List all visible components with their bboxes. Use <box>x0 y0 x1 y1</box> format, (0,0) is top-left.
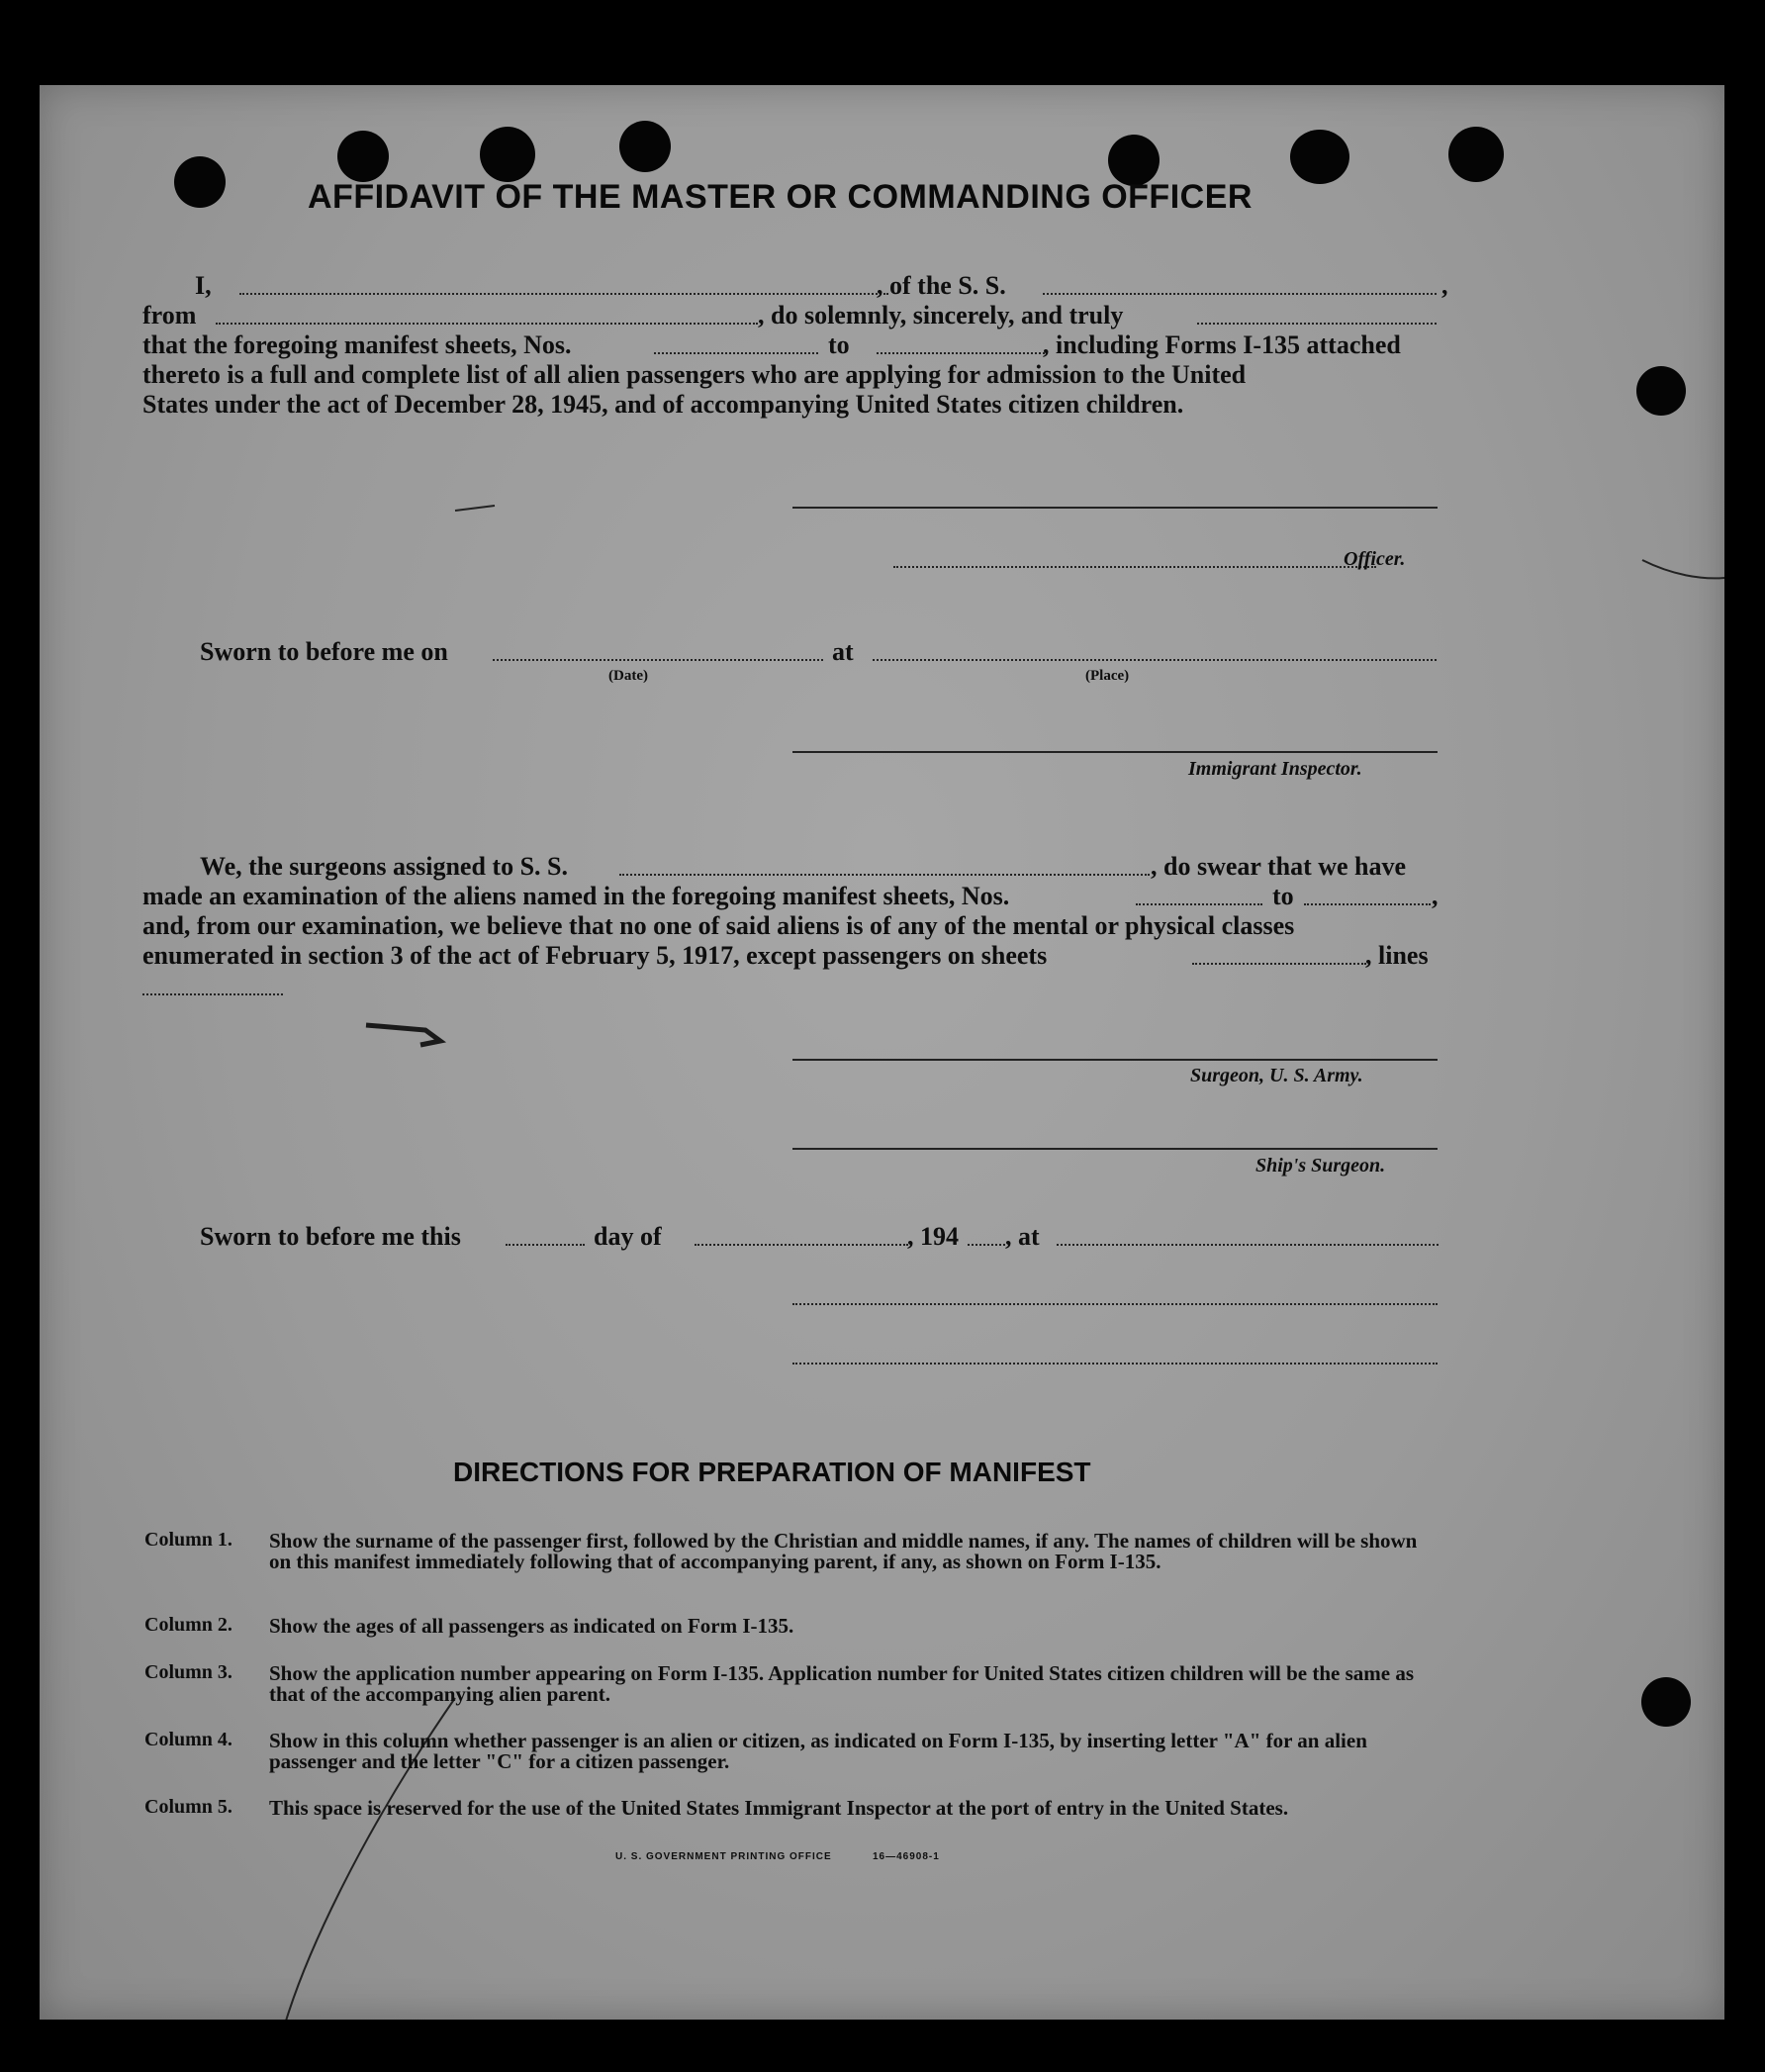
column-5-text: This space is reserved for the use of the United States Immigrant Inspector at the port of entry in the United States. <box>269 1796 1289 1820</box>
place-caption: (Place) <box>1085 668 1130 684</box>
date-caption: (Date) <box>608 668 648 684</box>
affidavit-line5: States under the act of December 28, 1945, and of accompanying United States citizen children. <box>142 390 1184 419</box>
sworn2-place-field[interactable] <box>1057 1244 1439 1246</box>
master-signature-line[interactable] <box>792 507 1438 509</box>
sworn-date-field[interactable] <box>493 659 823 661</box>
affidavit-of-ss: , of the S. S. <box>877 271 1006 300</box>
sheets-to-field[interactable] <box>877 352 1045 354</box>
sworn-month-field[interactable] <box>695 1244 908 1246</box>
column-2-text: Show the ages of all passengers as indicated on Form I-135. <box>269 1614 794 1638</box>
army-surgeon-signature-line[interactable] <box>792 1059 1438 1061</box>
sworn-this-text: Sworn to before me this <box>200 1222 461 1251</box>
from-port-field[interactable] <box>216 323 758 325</box>
affidavit-solemnly: , do solemnly, sincerely, and truly <box>758 301 1124 330</box>
sworn-year-field[interactable] <box>968 1244 1005 1246</box>
affidavit-from: from <box>142 301 197 330</box>
surgeons-sheets-from[interactable] <box>1136 903 1262 905</box>
except-sheets-field[interactable] <box>1192 963 1366 965</box>
affidavit-forms: , including Forms I-135 attached <box>1043 330 1401 359</box>
sworn-day-field[interactable] <box>506 1244 585 1246</box>
ship-surgeon-signature-line[interactable] <box>792 1148 1438 1150</box>
inspector-signature-line[interactable] <box>792 751 1438 753</box>
column-3-label: Column 3. <box>144 1661 232 1683</box>
surgeons-to: to <box>1272 882 1294 910</box>
sworn-on-text: Sworn to before me on <box>200 637 448 666</box>
sworn2-at-text: , at <box>1005 1222 1040 1251</box>
column-4-label: Column 4. <box>144 1729 232 1750</box>
ship-name-field[interactable] <box>1043 293 1437 295</box>
surgeons-lines: , lines <box>1365 941 1429 970</box>
surgeons-swear: , do swear that we have <box>1151 852 1407 881</box>
officer-title-field[interactable] <box>893 566 1376 568</box>
master-name-field[interactable] <box>239 293 888 295</box>
surgeons-sheets-to[interactable] <box>1304 903 1431 905</box>
column-1-label: Column 1. <box>144 1529 232 1551</box>
affidavit-i: I, <box>195 271 212 300</box>
surgeons-ship-field[interactable] <box>619 874 1150 876</box>
affidavit-comma: , <box>1441 271 1448 300</box>
form-code: 16—46908-1 <box>873 1851 940 1862</box>
except-lines-field[interactable] <box>142 993 283 995</box>
oath-field[interactable] <box>1197 323 1437 325</box>
surgeons-line3: and, from our examination, we believe that no one of said aliens is of any of the mental or physical classes <box>142 911 1295 940</box>
inspector-label: Immigrant Inspector. <box>1188 758 1362 780</box>
day-of-text: day of <box>594 1222 662 1251</box>
column-1-text: Show the surname of the passenger first, followed by the Christian and middle names, if any. The names of children will be shown on this manifest immediately following that of accompanying parent, if any, as shown on Form I-135. <box>269 1529 1418 1573</box>
column-4-text: Show in this column whether passenger is an alien or citizen, as indicated on Form I-135, by inserting letter "A" for an alien passenger and the letter "C" for a citizen passenger. <box>269 1729 1367 1773</box>
form-sheet <box>40 85 1724 2020</box>
surgeons-line2: made an examination of the aliens named in the foregoing manifest sheets, Nos. <box>142 882 1010 910</box>
ship-surgeon-label: Ship's Surgeon. <box>1255 1155 1386 1177</box>
sworn-at-text: at <box>832 637 854 666</box>
army-surgeon-label: Surgeon, U. S. Army. <box>1190 1065 1363 1086</box>
sheets-from-field[interactable] <box>654 352 818 354</box>
affidavit-line4: thereto is a full and complete list of all alien passengers who are applying for admission to the United <box>142 360 1247 389</box>
sworn2-title-field[interactable] <box>792 1363 1438 1365</box>
surgeons-line4: enumerated in section 3 of the act of February 5, 1917, except passengers on sheets <box>142 941 1048 970</box>
column-5-label: Column 5. <box>144 1796 232 1818</box>
page-title: AFFIDAVIT OF THE MASTER OR COMMANDING OFFICER <box>308 178 1253 216</box>
affidavit-sheets: that the foregoing manifest sheets, Nos. <box>142 330 572 359</box>
affidavit-to: to <box>828 330 850 359</box>
printer-imprint: U. S. GOVERNMENT PRINTING OFFICE <box>615 1851 832 1862</box>
surgeons-comma: , <box>1432 882 1439 910</box>
sworn2-signature-field[interactable] <box>792 1303 1438 1305</box>
column-3-text: Show the application number appearing on Form I-135. Application number for United States citizen children will be the same as that of the accompanying alien parent. <box>269 1661 1414 1706</box>
officer-label: Officer. <box>1344 548 1406 570</box>
surgeons-text: We, the surgeons assigned to S. S. <box>200 852 568 881</box>
column-2-label: Column 2. <box>144 1614 232 1636</box>
year-text: , 194 <box>907 1222 959 1251</box>
sworn-place-field[interactable] <box>873 659 1437 661</box>
directions-title: DIRECTIONS FOR PREPARATION OF MANIFEST <box>453 1457 1091 1487</box>
